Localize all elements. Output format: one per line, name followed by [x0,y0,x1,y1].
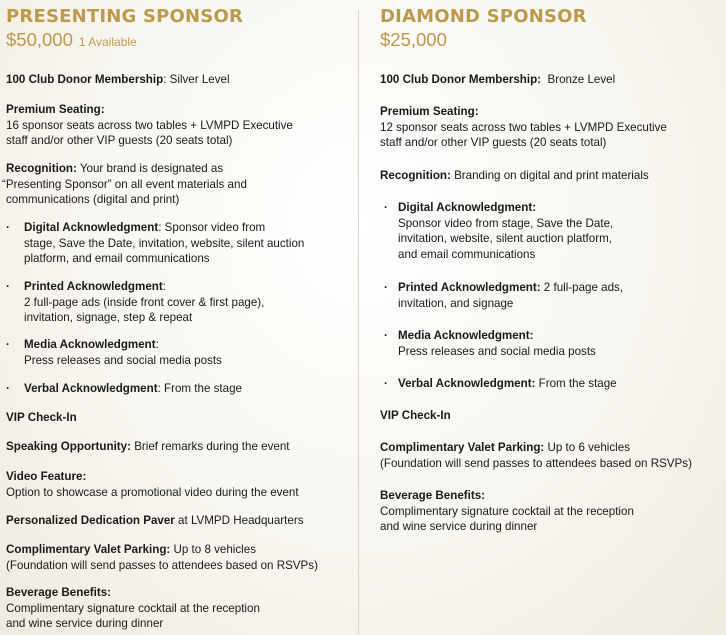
presenting-speaking-value: Brief remarks during the event [130,440,290,453]
bullet-dot: · [384,281,388,294]
diamond-digital-line2: invitation, website, silent auction platform, [398,232,612,245]
presenting-paver-label: Personalized Dedication Paver [6,514,175,527]
presenting-membership [6,72,230,88]
presenting-video [6,469,299,500]
presenting-seating-label: Premium Seating: [6,103,105,116]
diamond-seating-line2: staff and/or other VIP guests (20 seats total) [380,136,607,149]
diamond-recognition [380,168,649,184]
presenting-beverage-label: Beverage Benefits: [6,586,112,599]
presenting-recognition-line1: Your brand is designated as [76,162,224,175]
presenting-recognition-line2: “Presenting Sponsor” on all event materials and [2,177,247,191]
diamond-digital-line1: Sponsor video from stage, Save the Date, [398,216,614,230]
diamond-seating [380,104,667,151]
diamond-digital-line3: and email communications [398,247,536,261]
diamond-seating-label: Premium Seating: [380,105,479,118]
diamond-price: $25,000 [380,29,447,50]
presenting-price [6,29,137,51]
diamond-beverage-label: Beverage Benefits: [380,489,486,502]
presenting-recognition-line3: communications (digital and print) [6,193,180,206]
presenting-media-line1: : [155,338,159,351]
column-divider [358,10,359,635]
presenting-digital-line2: stage, Save the Date, invitation, website, silent auction [24,236,305,250]
diamond-printed-label: Printed Acknowledgment: [398,281,541,294]
presenting-beverage-line2: and wine service during dinner [6,617,164,630]
bullet-dot: · [6,280,10,293]
diamond-beverage-line1: Complimentary signature cocktail at the reception [380,504,634,518]
presenting-speaking [6,439,290,455]
presenting-beverage-line1: Complimentary signature cocktail at the reception [6,601,260,615]
presenting-seating-line1: 16 sponsor seats across two tables + LVMPD Executive [6,118,293,132]
diamond-recognition-label: Recognition: [380,169,451,182]
diamond-digital-label: Digital Acknowledgment: [398,201,537,214]
bullet-dot: · [6,338,10,351]
diamond-media-label: Media Acknowledgment: [398,329,534,342]
presenting-vip-label: VIP Check-In [6,411,77,424]
presenting-digital-label: Digital Acknowledgment [24,221,159,234]
presenting-media-line2: Press releases and social media posts [24,353,222,367]
presenting-valet [6,542,318,573]
diamond-media-line1: Press releases and social media posts [398,344,596,358]
bullet-dot: · [6,221,10,234]
presenting-verbal-line1: : From the stage [157,382,242,395]
diamond-membership-label: 100 Club Donor Membership: [380,73,542,86]
presenting-printed-line1: : [162,280,166,293]
presenting-title: PRESENTING SPONSOR [6,6,244,27]
bullet-dot: · [384,377,388,390]
diamond-seating-line1: 12 sponsor seats across two tables + LVMPD Executive [380,120,667,134]
diamond-valet-line1: Up to 6 vehicles [544,441,631,454]
presenting-recognition-label: Recognition: [6,162,77,175]
diamond-verbal-label: Verbal Acknowledgment: [398,377,536,390]
presenting-recognition [2,161,247,208]
presenting-beverage [6,585,260,632]
presenting-video-label: Video Feature: [6,470,87,483]
presenting-video-value: Option to showcase a promotional video during the event [6,485,299,499]
presenting-membership-value: : Silver Level [163,73,230,86]
diamond-printed-line1: 2 full-page ads, [540,281,624,294]
presenting-valet-line1: Up to 8 vehicles [170,543,257,556]
presenting-valet-line2: (Foundation will send passes to attendees based on RSVPs) [6,558,318,572]
presenting-verbal-label: Verbal Acknowledgment [24,382,158,395]
bullet-dot: · [384,201,388,214]
presenting-valet-label: Complimentary Valet Parking: [6,543,171,556]
diamond-membership [380,72,615,88]
presenting-paver [6,513,304,529]
diamond-valet-label: Complimentary Valet Parking: [380,441,545,454]
presenting-digital-line1: : Sponsor video from [158,221,266,234]
presenting-digital-line3: platform, and email communications [24,252,210,265]
diamond-beverage-line2: and wine service during dinner [380,520,538,533]
diamond-membership-value: Bronze Level [541,73,616,86]
diamond-beverage [380,488,634,535]
presenting-media-label: Media Acknowledgment [24,338,156,351]
presenting-printed-label: Printed Acknowledgment [24,280,163,293]
diamond-verbal-line1: From the stage [535,377,617,390]
diamond-title: DIAMOND SPONSOR [380,6,587,27]
diamond-vip [380,408,451,424]
diamond-vip-label: VIP Check-In [380,409,451,422]
diamond-valet [380,440,692,471]
presenting-price-value: $50,000 [6,29,73,50]
bullet-dot: · [6,382,10,395]
presenting-printed-line3: invitation, signage, step & repeat [24,311,193,324]
presenting-speaking-label: Speaking Opportunity: [6,440,131,453]
presenting-vip [6,410,77,426]
presenting-availability: 1 Available [78,35,137,49]
presenting-printed-line2: 2 full-page ads (inside front cover & first page), [24,295,265,309]
diamond-printed-line2: invitation, and signage [398,296,514,310]
presenting-paver-value: at LVMPD Headquarters [174,514,304,527]
presenting-seating-line2: staff and/or other VIP guests (20 seats total) [6,134,233,147]
bullet-dot: · [384,329,388,342]
presenting-membership-label: 100 Club Donor Membership [6,73,164,86]
presenting-seating [6,102,293,149]
diamond-valet-line2: (Foundation will send passes to attendees based on RSVPs) [380,456,692,470]
diamond-recognition-value: Branding on digital and print materials [450,169,649,182]
